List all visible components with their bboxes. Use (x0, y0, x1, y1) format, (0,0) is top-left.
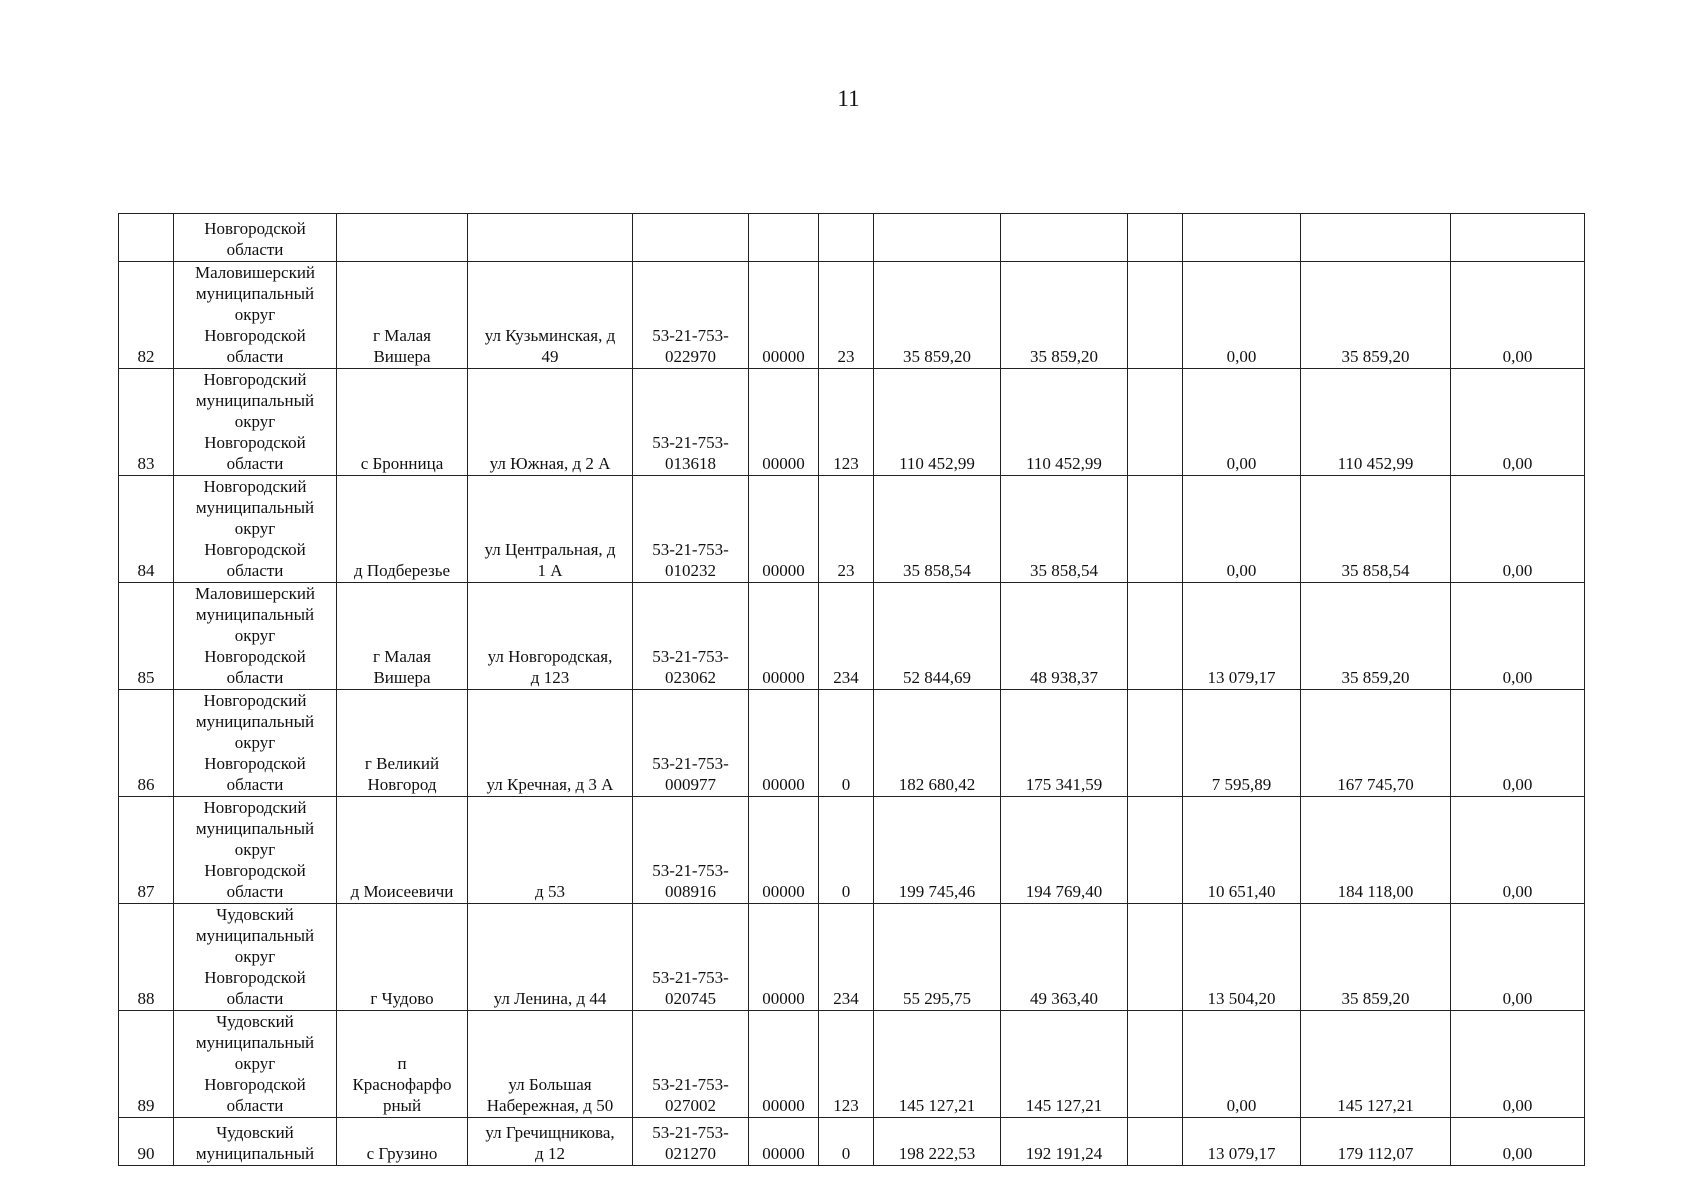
cell-district: Маловишерский муниципальный округ Новгородской области (174, 262, 337, 369)
cell-district: Новгородский муниципальный округ Новгородской области (174, 797, 337, 904)
cell-col10 (1128, 583, 1183, 690)
cell-address: д 53 (468, 797, 633, 904)
cell-col6: 00000 (749, 262, 819, 369)
cell-code: 53-21-753- 010232 (633, 476, 749, 583)
cell-col9: 192 191,24 (1001, 1118, 1128, 1166)
table-row (119, 262, 1585, 369)
cell-col6: 00000 (749, 369, 819, 476)
cell-total: 182 680,42 (874, 690, 1001, 797)
cell-locality: г Великий Новгород (337, 690, 468, 797)
cell-address: ул Кузьминская, д 49 (468, 262, 633, 369)
cell-col13: 0,00 (1451, 262, 1585, 369)
cell-code (633, 214, 749, 262)
cell-col12: 167 745,70 (1301, 690, 1451, 797)
cell-col10 (1128, 369, 1183, 476)
cell-district: Чудовский муниципальный округ Новгородской области (174, 1011, 337, 1118)
cell-col9: 175 341,59 (1001, 690, 1128, 797)
cell-col7: 0 (819, 797, 874, 904)
cell-number: 84 (119, 476, 174, 583)
cell-col11: 0,00 (1183, 262, 1301, 369)
cell-district: Новгородской области (174, 214, 337, 262)
cell-col12: 35 859,20 (1301, 904, 1451, 1011)
cell-col9: 145 127,21 (1001, 1011, 1128, 1118)
table-row (119, 690, 1585, 797)
cell-col13: 0,00 (1451, 1011, 1585, 1118)
cell-col11: 13 079,17 (1183, 1118, 1301, 1166)
cell-col7: 23 (819, 262, 874, 369)
cell-number: 83 (119, 369, 174, 476)
cell-col12: 35 859,20 (1301, 262, 1451, 369)
cell-district: Новгородский муниципальный округ Новгородской области (174, 476, 337, 583)
cell-code: 53-21-753- 022970 (633, 262, 749, 369)
cell-col9: 35 859,20 (1001, 262, 1128, 369)
table-row (119, 1118, 1585, 1166)
cell-col11: 0,00 (1183, 1011, 1301, 1118)
cell-code: 53-21-753- 000977 (633, 690, 749, 797)
cell-col9: 110 452,99 (1001, 369, 1128, 476)
cell-col10 (1128, 262, 1183, 369)
cell-col13: 0,00 (1451, 583, 1585, 690)
cell-locality: с Бронница (337, 369, 468, 476)
cell-col7: 123 (819, 369, 874, 476)
table-row (119, 369, 1585, 476)
cell-locality: п Краснофарфо рный (337, 1011, 468, 1118)
cell-col7: 123 (819, 1011, 874, 1118)
cell-total: 110 452,99 (874, 369, 1001, 476)
cell-locality: г Малая Вишера (337, 583, 468, 690)
cell-col6 (749, 214, 819, 262)
cell-col11: 7 595,89 (1183, 690, 1301, 797)
cell-total: 198 222,53 (874, 1118, 1001, 1166)
cell-code: 53-21-753- 023062 (633, 583, 749, 690)
cell-col12: 35 858,54 (1301, 476, 1451, 583)
cell-col10 (1128, 214, 1183, 262)
cell-locality (337, 214, 468, 262)
cell-number: 85 (119, 583, 174, 690)
cell-district: Чудовский муниципальный (174, 1118, 337, 1166)
cell-col7 (819, 214, 874, 262)
cell-col13: 0,00 (1451, 690, 1585, 797)
cell-total: 55 295,75 (874, 904, 1001, 1011)
cell-col7: 0 (819, 1118, 874, 1166)
cell-total: 35 859,20 (874, 262, 1001, 369)
cell-col10 (1128, 690, 1183, 797)
cell-code: 53-21-753- 027002 (633, 1011, 749, 1118)
cell-col6: 00000 (749, 1011, 819, 1118)
cell-col12: 184 118,00 (1301, 797, 1451, 904)
page-number: 11 (837, 86, 860, 111)
cell-col9: 48 938,37 (1001, 583, 1128, 690)
cell-address: ул Центральная, д 1 А (468, 476, 633, 583)
cell-code: 53-21-753- 013618 (633, 369, 749, 476)
cell-col10 (1128, 476, 1183, 583)
cell-col6: 00000 (749, 583, 819, 690)
cell-address: ул Кречная, д 3 А (468, 690, 633, 797)
cell-address (468, 214, 633, 262)
cell-number: 88 (119, 904, 174, 1011)
cell-address: ул Новгородская, д 123 (468, 583, 633, 690)
cell-col12: 110 452,99 (1301, 369, 1451, 476)
cell-district: Новгородский муниципальный округ Новгородской области (174, 690, 337, 797)
cell-col12 (1301, 214, 1451, 262)
cell-col12: 179 112,07 (1301, 1118, 1451, 1166)
cell-number: 87 (119, 797, 174, 904)
cell-col7: 0 (819, 690, 874, 797)
table-body (119, 214, 1585, 1166)
cell-code: 53-21-753- 021270 (633, 1118, 749, 1166)
cell-col10 (1128, 1011, 1183, 1118)
cell-col11: 0,00 (1183, 476, 1301, 583)
cell-col11 (1183, 214, 1301, 262)
cell-col13: 0,00 (1451, 797, 1585, 904)
cell-col6: 00000 (749, 1118, 819, 1166)
data-table (118, 213, 1585, 1166)
table-row (119, 797, 1585, 904)
cell-address: ул Гречищникова, д 12 (468, 1118, 633, 1166)
cell-col9: 194 769,40 (1001, 797, 1128, 904)
cell-col13: 0,00 (1451, 1118, 1585, 1166)
cell-locality: д Подберезье (337, 476, 468, 583)
cell-address: ул Ленина, д 44 (468, 904, 633, 1011)
table-row-continuation (119, 214, 1585, 262)
cell-col9 (1001, 214, 1128, 262)
cell-total (874, 214, 1001, 262)
cell-col6: 00000 (749, 690, 819, 797)
cell-col10 (1128, 904, 1183, 1011)
cell-col11: 13 079,17 (1183, 583, 1301, 690)
cell-district: Новгородский муниципальный округ Новгородской области (174, 369, 337, 476)
cell-address: ул Большая Набережная, д 50 (468, 1011, 633, 1118)
cell-locality: с Грузино (337, 1118, 468, 1166)
cell-col13: 0,00 (1451, 369, 1585, 476)
table-row (119, 476, 1585, 583)
cell-code: 53-21-753- 008916 (633, 797, 749, 904)
cell-number: 86 (119, 690, 174, 797)
cell-code: 53-21-753- 020745 (633, 904, 749, 1011)
cell-number (119, 214, 174, 262)
cell-col7: 234 (819, 583, 874, 690)
cell-col6: 00000 (749, 797, 819, 904)
cell-col6: 00000 (749, 476, 819, 583)
cell-col7: 23 (819, 476, 874, 583)
cell-col13 (1451, 214, 1585, 262)
cell-col11: 0,00 (1183, 369, 1301, 476)
cell-col10 (1128, 1118, 1183, 1166)
cell-address: ул Южная, д 2 А (468, 369, 633, 476)
cell-total: 52 844,69 (874, 583, 1001, 690)
cell-col11: 10 651,40 (1183, 797, 1301, 904)
cell-total: 199 745,46 (874, 797, 1001, 904)
cell-total: 145 127,21 (874, 1011, 1001, 1118)
cell-col11: 13 504,20 (1183, 904, 1301, 1011)
cell-number: 89 (119, 1011, 174, 1118)
cell-number: 82 (119, 262, 174, 369)
cell-locality: д Моисеевичи (337, 797, 468, 904)
cell-locality: г Малая Вишера (337, 262, 468, 369)
cell-col10 (1128, 797, 1183, 904)
cell-col7: 234 (819, 904, 874, 1011)
cell-col9: 49 363,40 (1001, 904, 1128, 1011)
table-row (119, 904, 1585, 1011)
cell-number: 90 (119, 1118, 174, 1166)
cell-col6: 00000 (749, 904, 819, 1011)
cell-total: 35 858,54 (874, 476, 1001, 583)
table-row (119, 583, 1585, 690)
cell-col12: 145 127,21 (1301, 1011, 1451, 1118)
cell-district: Маловишерский муниципальный округ Новгородской области (174, 583, 337, 690)
table-row (119, 1011, 1585, 1118)
cell-col13: 0,00 (1451, 904, 1585, 1011)
cell-col9: 35 858,54 (1001, 476, 1128, 583)
cell-district: Чудовский муниципальный округ Новгородской области (174, 904, 337, 1011)
cell-col12: 35 859,20 (1301, 583, 1451, 690)
cell-col13: 0,00 (1451, 476, 1585, 583)
cell-locality: г Чудово (337, 904, 468, 1011)
